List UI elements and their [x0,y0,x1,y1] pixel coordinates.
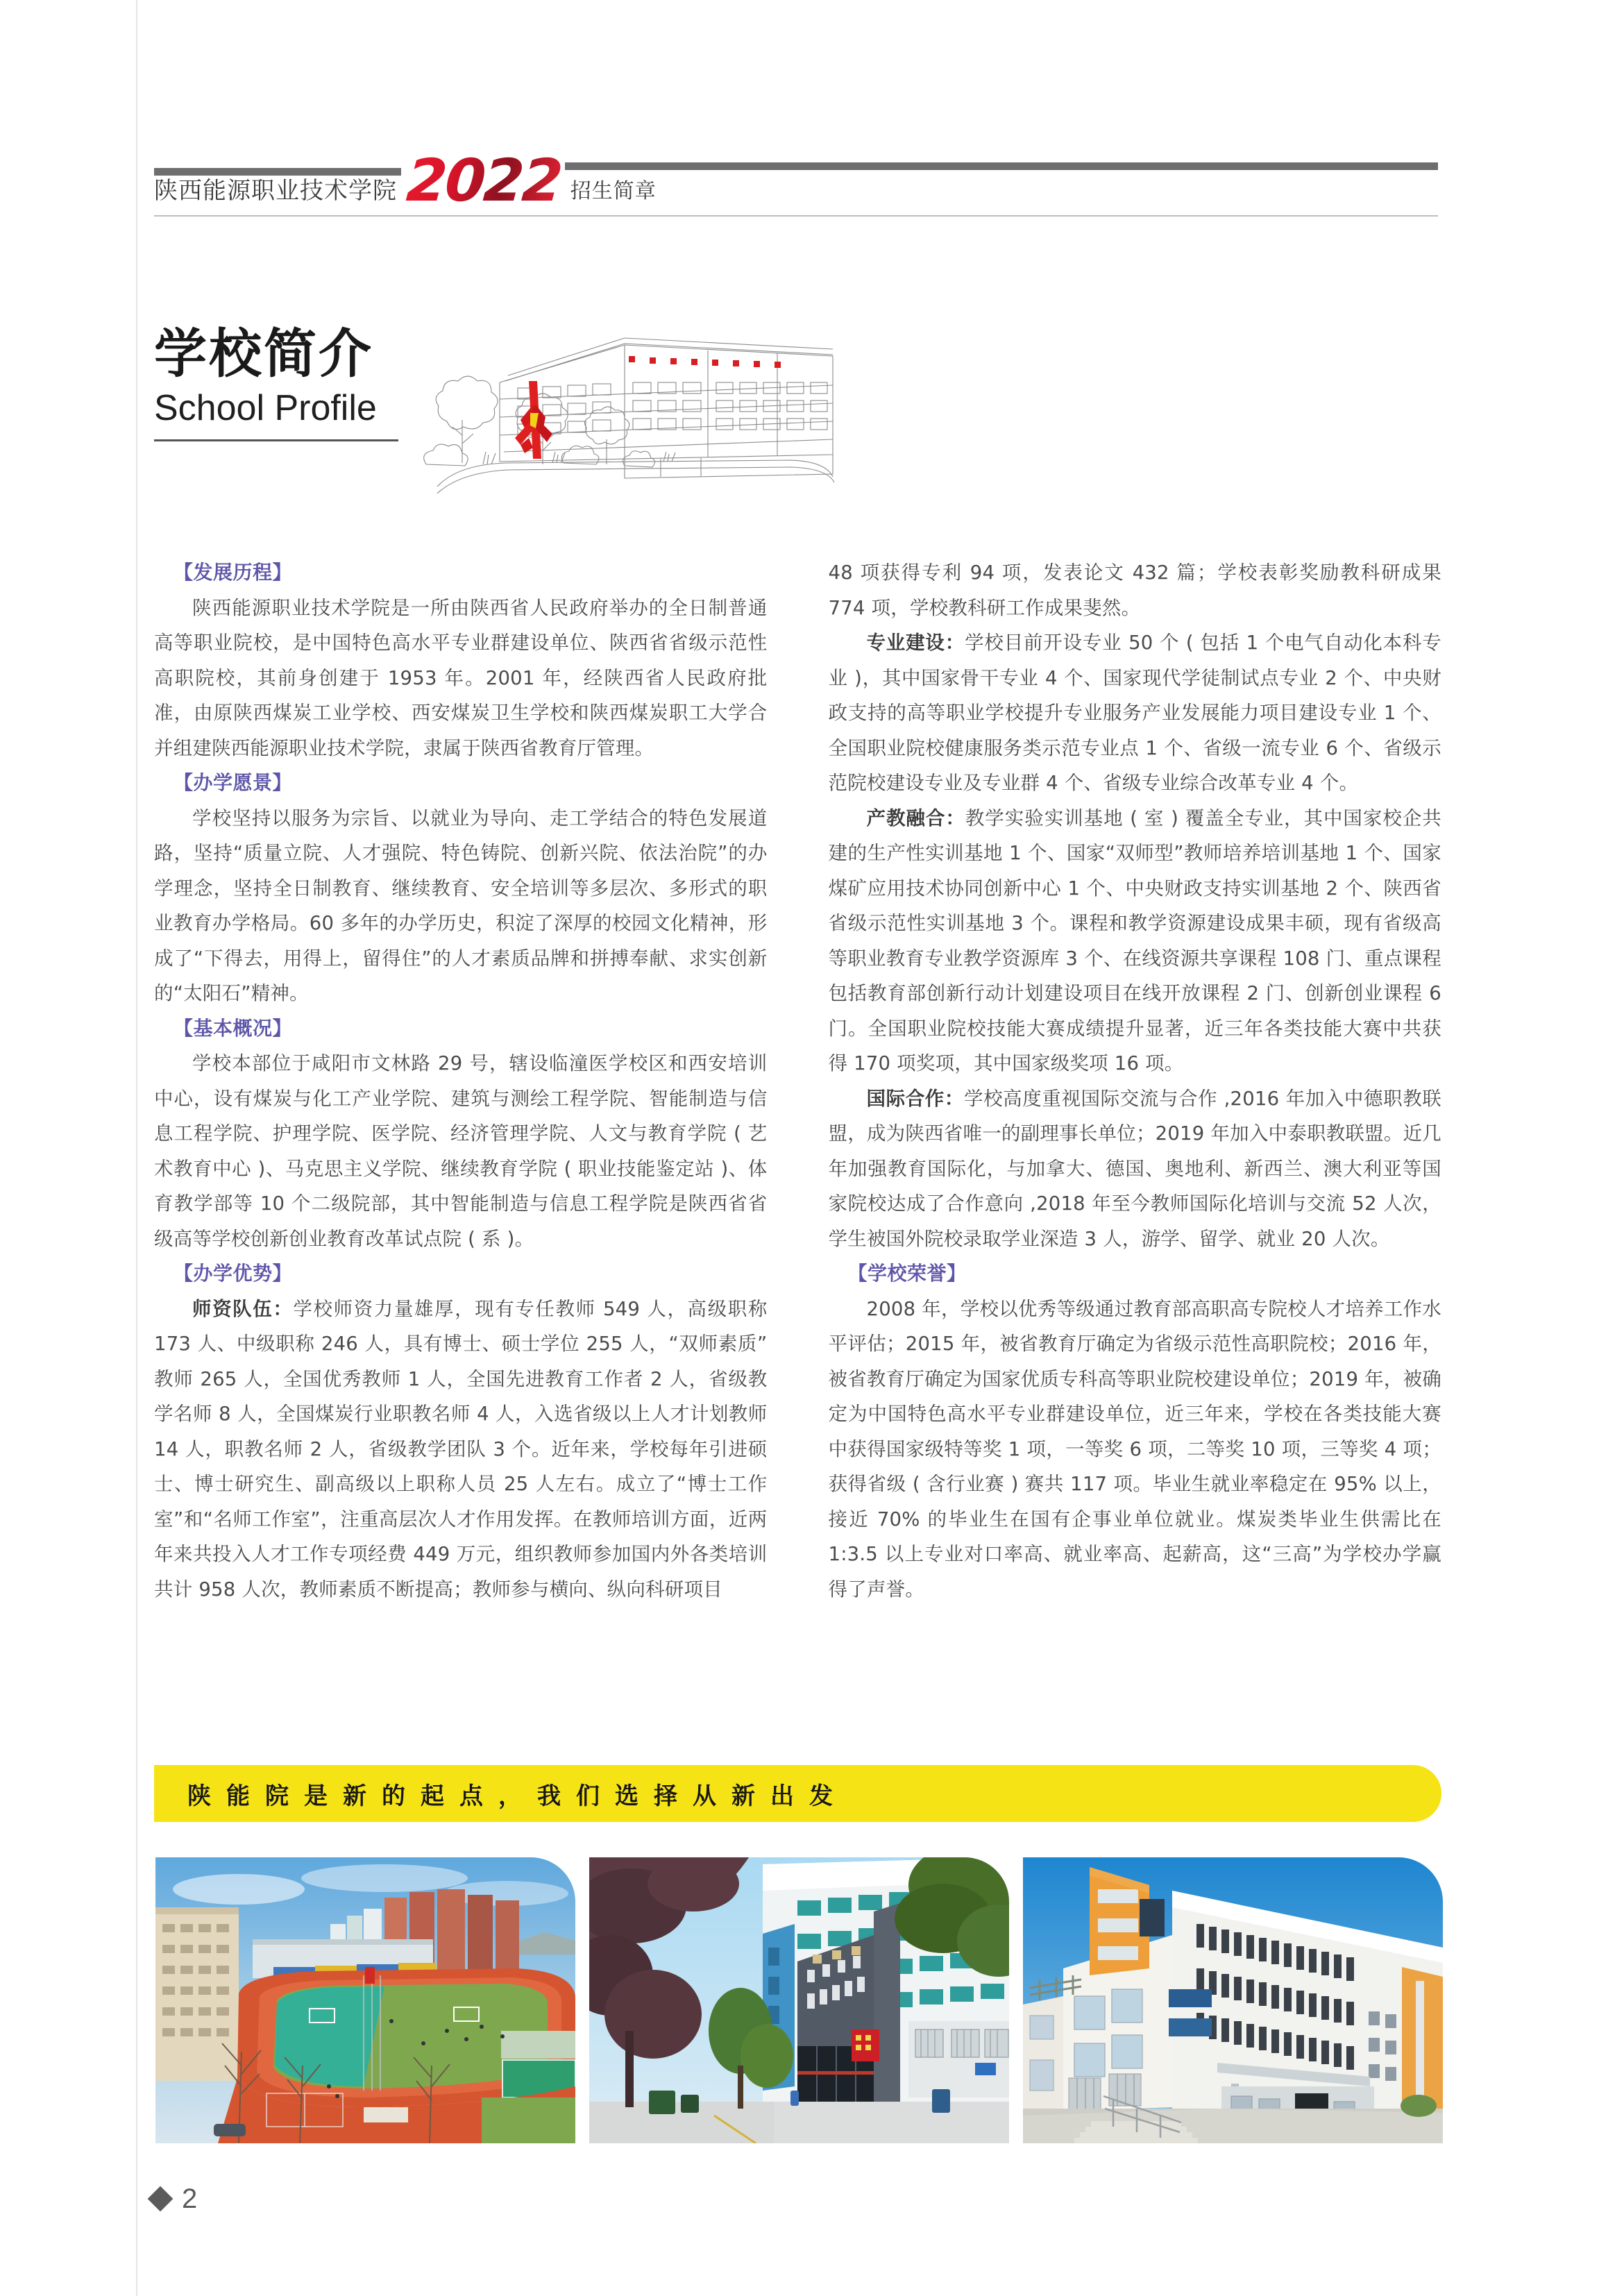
header-year: 2022 [404,146,564,215]
section-title-en: School Profile [154,387,377,428]
paragraph-lead-label: 专业建设： [866,632,965,654]
header-bar-right [565,162,1438,170]
section-bracket-heading: 【办学优势】 [174,1262,293,1285]
body-paragraph: 48 项获得专利 94 项，发表论文 432 篇；学校表彰奖励教科研成果 774 项，学校教科研工作成果斐然。 [828,562,1441,619]
section-title-rule [154,439,398,441]
paragraph-lead-label: 国际合作： [866,1087,964,1110]
page-number: 2 [182,2184,198,2214]
section-bracket-heading: 【学校荣誉】 [847,1262,967,1285]
body-columns [154,555,1441,1607]
body-paragraph: 学校本部位于咸阳市文林路 29 号，辖设临潼医学校区和西安培训中心，设有煤炭与化工产业学院、建筑与测绘工程学院、智能制造与信息工程学院、护理学院、医学院、经济管理学院、人文与教育学院 ( 艺术教育中心 )、马克思主义学院、继续教育学院 ( 职业技能鉴定站 )、体育教学部等 10 个二级院部，其中智能制造与信息工程学院是陕西省省级高等学校创新创业教育改革试点院 ( 系 )。 [154,1052,768,1250]
slogan-banner [154,1765,1441,1822]
campus-line-art-icon [416,316,861,496]
body-paragraph: 产教融合：教学实验实训基地 ( 室 ) 覆盖全专业，其中国家校企共建的生产性实训基地 1 个、国家“双师型”教师培养培训基地 1 个、国家煤矿应用技术协同创新中心 1 个、中央财政支持实训基地 2 个、陕西省省级示范性实训基地 3 个。课程和教学资源建设成果丰硕，现有省级高等职业教育专业教学资源库 3 个、在线资源共享课程 108 门、重点课程包括教育部创新行动计划建设项目在线开放课程 2 门、创新创业课程 6 门。全国职业院校技能大赛成绩提升显著，近三年各类技能大赛中共获得 170 项奖项，其中国家级奖项 16 项。 [828,807,1441,1074]
body-paragraph: 学校坚持以服务为宗旨、以就业为导向、走工学结合的特色发展道路，坚持“质量立院、人才强院、特色铸院、创新兴院、依法治院”的办学理念，坚持全日制教育、继续教育、安全培训等多层次、多形式的职业教育办学格局。60 多年的办学历史，积淀了深厚的校园文化精神，形成了“下得去，用得上，留得住”的人才素质品牌和拼搏奉献、求实创新的“太阳石”精神。 [154,807,768,1004]
header-underline [154,215,1438,217]
running-header [154,132,1438,215]
body-paragraph: 2008 年，学校以优秀等级通过教育部高职高专院校人才培养工作水平评估；2015 年，被省教育厅确定为省级示范性高职院校；2016 年，被省教育厅确定为国家优质专科高等职业院校建设单位；2019 年，被确定为中国特色高水平专业群建设单位，近三年来，学校在各类技能大赛中获得国家级特等奖 1 项，一等奖 6 项，二等奖 10 项，三等奖 4 项；获得省级 ( 含行业赛 ) 赛共 117 项。毕业生就业率稳定在 95% 以上，接近 70% 的毕业生在国有企事业单位就业。煤炭类毕业生供需比在 1:3.5 以上专业对口率高、就业率高、起薪高，这“三高”为学校办学赢得了声誉。 [828,1297,1441,1601]
photo-strip [155,1857,1443,2143]
body-paragraph: 国际合作：学校高度重视国际交流与合作 ,2016 年加入中德职教联盟，成为陕西省唯一的副理事长单位；2019 年加入中泰职教联盟。近几年加强教育国际化，与加拿大、德国、奥地利、新西兰、澳大利亚等国家院校达成了合作意向 ,2018 年至今教师国际化培训与交流 52 人次，学生被国外院校录取学业深造 3 人，游学、留学、就业 20 人次。 [828,1087,1442,1250]
section-bracket-heading: 【发展历程】 [174,561,293,584]
section-bracket-heading: 【基本概况】 [174,1016,293,1040]
header-subtitle: 招生简章 [570,179,657,203]
paragraph-lead-label: 师资队伍： [192,1297,294,1320]
section-bracket-heading: 【办学愿景】 [174,771,293,794]
diamond-bullet-icon [148,2186,174,2212]
header-school-name: 陕西能源职业技术学院 [154,177,397,205]
paragraph-lead-label: 产教融合： [866,807,965,829]
header-bar-left [154,168,401,176]
slogan-text: 陕能院是新的起点，我们选择从新出发 [187,1782,848,1810]
body-paragraph: 师资队伍：学校师资力量雄厚，现有专任教师 549 人，高级职称 173 人、中级职称 246 人，具有博士、硕士学位 255 人，“双师素质”教师 265 人，全国优秀教师 1 人，全国先进教育工作者 2 人，省级教学名师 8 人，全国煤炭行业职教名师 4 人，入选省级以上人才计划教师 14 人，职教名师 2 人，省级教学团队 3 个。近年来，学校每年引进硕士、博士研究生、副高级以上职称人员 25 人左右。成立了“博士工作室”和“名师工作室”，注重高层次人才作用发挥。在教师培训方面，近两年来共投入人才工作专项经费 449 万元，组织教师参加国内外各类培训共计 958 人次，教师素质不断提高；教师参与横向、纵向科研项目 [154,1297,768,1601]
header-subtitle-block [565,174,1438,207]
photo-aerial-sports-field [155,1857,575,2143]
photo-academic-building [1023,1857,1443,2143]
page-footer [151,2185,197,2213]
photo-teaching-building-entrance [589,1857,1009,2143]
body-paragraph: 专业建设：学校目前开设专业 50 个 ( 包括 1 个电气自动化本科专业 )，其中国家骨干专业 4 个、国家现代学徒制试点专业 2 个、中央财政支持的高等职业学校提升专业服务产业发展能力项目建设专业 1 个、全国职业院校健康服务类示范专业点 1 个、省级一流专业 6 个、省级示范院校建设专业及专业群 4 个、省级专业综合改革专业 4 个。 [828,632,1442,794]
section-title-cn: 学校简介 [154,323,373,385]
header-school-block [154,179,401,207]
right-text-column [829,555,1442,1607]
left-text-column [154,555,768,1607]
body-paragraph: 陕西能源职业技术学院是一所由陕西省人民政府举办的全日制普通高等职业院校，是中国特色高水平专业群建设单位、陕西省省级示范性高职院校，其前身创建于 1953 年。2001 年，经陕西省人民政府批准，由原陕西煤炭工业学校、西安煤炭卫生学校和陕西煤炭职工大学合并组建陕西能源职业技术学院，隶属于陕西省教育厅管理。 [154,596,768,759]
left-margin-rule [136,0,137,2296]
